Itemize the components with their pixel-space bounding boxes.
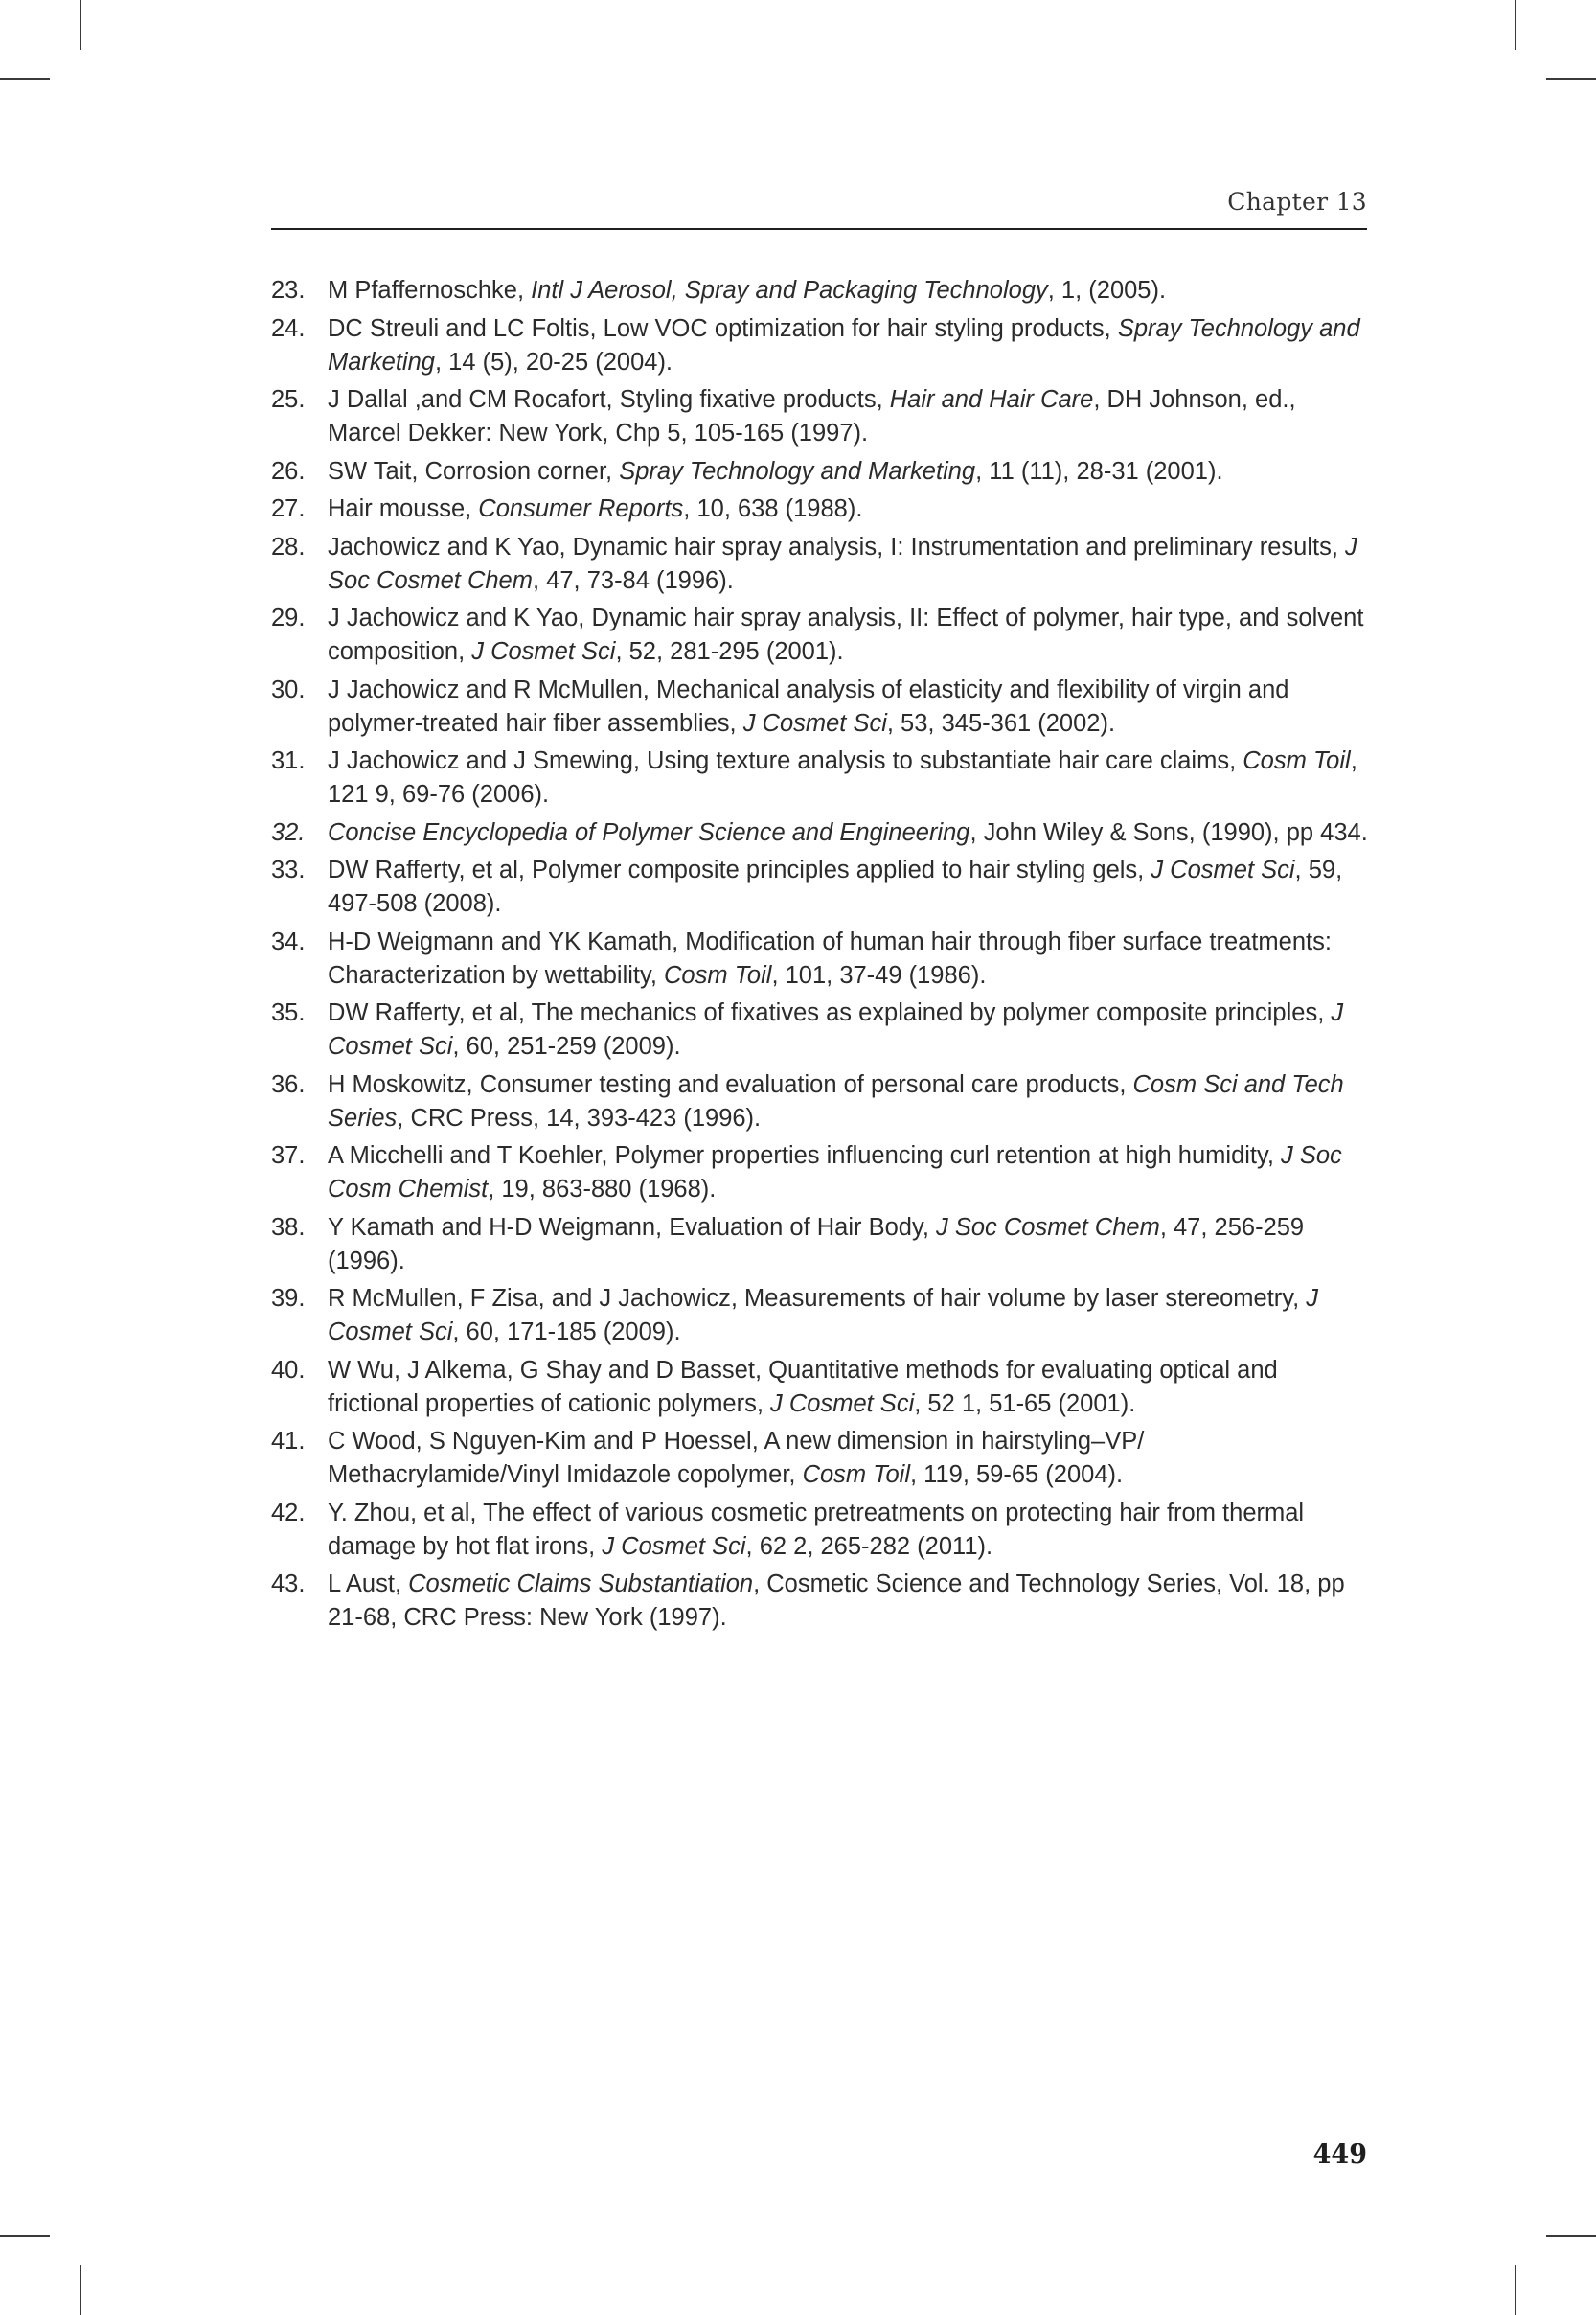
reference-item (271, 1282, 1373, 1349)
reference-text-segment: J Jachowicz and K Yao, Dynamic hair spray analysis, II: Effect of polymer, hair type, and solvent composition, (328, 605, 1364, 665)
reference-number: 42. (271, 1499, 306, 1526)
reference-number: 34. (271, 928, 306, 955)
reference-item (271, 383, 1373, 450)
reference-number: 38. (271, 1213, 306, 1241)
crop-mark-bottom-left-vertical (80, 2265, 81, 2315)
reference-number: 28. (271, 533, 306, 561)
reference-title-italic: J Cosmet Sci (770, 1389, 915, 1417)
reference-title-italic: J Cosmet Sci (602, 1532, 746, 1560)
running-header (271, 188, 1367, 230)
reference-text-segment: , 53, 345-361 (2002). (886, 709, 1116, 737)
reference-text-segment: R McMullen, F Zisa, and J Jachowicz, Measurements of hair volume by laser stereometry, (328, 1285, 1307, 1312)
reference-text-segment: , 59, 497-508 (2008). (328, 857, 1343, 917)
reference-text (328, 1071, 1344, 1132)
reference-title-italic: J Cosmet Sci (328, 1285, 1319, 1345)
reference-text (328, 1142, 1342, 1203)
reference-text-segment: , 60, 171-185 (2009). (452, 1318, 681, 1345)
reference-title-italic: Hair and Hair Care (889, 386, 1094, 413)
reference-title-italic: J Cosmet Sci (328, 999, 1344, 1060)
reference-text-segment: DW Rafferty, et al, Polymer composite principles applied to hair styling gels, (328, 857, 1151, 883)
reference-text (328, 386, 1296, 447)
reference-item (271, 674, 1373, 741)
reference-item (271, 1497, 1373, 1564)
reference-title-italic: J Cosmet Sci (471, 638, 616, 665)
reference-text (328, 495, 862, 522)
reference-text-segment: , 14 (5), 20-25 (2004). (434, 348, 673, 376)
reference-text (328, 999, 1343, 1060)
reference-text (328, 1428, 1144, 1488)
reference-title-italic: Spray Technology and Marketing (619, 457, 976, 485)
reference-number: 43. (271, 1570, 306, 1597)
reference-item (271, 312, 1373, 379)
reference-item (271, 1568, 1373, 1635)
reference-title-italic: Cosm Toil (664, 961, 772, 989)
reference-text-segment: M Pfaffernoschke, (328, 277, 532, 304)
crop-mark-top-left-vertical (80, 0, 81, 50)
reference-title-italic: Cosmetic Claims Substantiation (408, 1570, 754, 1597)
reference-text-segment: , 47, 73-84 (1996). (533, 566, 734, 594)
reference-number: 41. (271, 1428, 306, 1455)
reference-text (328, 458, 1223, 485)
reference-text (328, 534, 1357, 594)
reference-item (271, 1139, 1373, 1206)
reference-text (328, 819, 1368, 846)
reference-text (328, 747, 1357, 808)
chapter-label: Chapter 13 (1227, 188, 1367, 216)
reference-item (271, 274, 1373, 308)
reference-number: 30. (271, 676, 306, 703)
reference-number: 23. (271, 277, 306, 304)
reference-text (328, 277, 1166, 304)
crop-mark-bottom-left-horizontal (0, 2235, 50, 2237)
reference-text-segment: , 60, 251-259 (2009). (452, 1033, 681, 1060)
reference-text-segment: Jachowicz and K Yao, Dynamic hair spray analysis, I: Instrumentation and preliminary results, (328, 533, 1346, 561)
reference-text (328, 928, 1332, 989)
reference-item (271, 816, 1373, 850)
reference-text-segment: , 10, 638 (1988). (683, 495, 863, 522)
reference-item (271, 1068, 1373, 1135)
reference-text-segment: Hair mousse, (328, 495, 479, 522)
reference-text-segment: , CRC Press, 14, 393-423 (1996). (397, 1104, 762, 1132)
reference-text-segment: , 62 2, 265-282 (2011). (745, 1532, 993, 1560)
reference-text-segment: , 101, 37-49 (1986). (771, 961, 987, 989)
reference-number: 37. (271, 1142, 306, 1169)
page-number: 449 (1312, 2140, 1367, 2169)
reference-number: 33. (271, 857, 306, 883)
reference-title-italic: J Cosmet Sci (742, 709, 887, 737)
reference-text-segment: DW Rafferty, et al, The mechanics of fixatives as explained by polymer composite principles, (328, 999, 1332, 1026)
reference-item (271, 1354, 1373, 1421)
reference-text (328, 1285, 1318, 1345)
reference-number: 27. (271, 495, 306, 522)
reference-item (271, 602, 1373, 669)
reference-number: 40. (271, 1356, 306, 1384)
reference-text-segment: Y. Zhou, et al, The effect of various cosmetic pretreatments on protecting hair from thermal damage by hot flat irons, (328, 1499, 1305, 1560)
reference-text-segment: , Cosmetic Science and Technology Series, Vol. 18, pp 21-68, CRC Press: New York (1997). (328, 1570, 1345, 1631)
reference-text-segment: A Micchelli and T Koehler, Polymer properties influencing curl retention at high humidity, (328, 1142, 1282, 1169)
reference-text (328, 1357, 1278, 1417)
reference-text-segment: , 1, (2005). (1047, 277, 1167, 304)
reference-text-segment: , 47, 256-259 (1996). (328, 1213, 1305, 1274)
reference-text (328, 605, 1363, 665)
crop-mark-top-left-horizontal (0, 78, 50, 80)
reference-item (271, 455, 1373, 489)
reference-text (328, 1570, 1345, 1631)
reference-item (271, 926, 1373, 993)
reference-title-italic: Cosm Toil (1243, 747, 1351, 774)
reference-item (271, 997, 1373, 1064)
reference-item (271, 1211, 1373, 1278)
crop-mark-top-right-vertical (1515, 0, 1516, 50)
reference-item (271, 1425, 1373, 1492)
reference-number: 25. (271, 386, 306, 413)
crop-mark-top-right-horizontal (1546, 78, 1596, 80)
reference-number: 36. (271, 1070, 306, 1098)
reference-text-segment: J Jachowicz and R McMullen, Mechanical analysis of elasticity and flexibility of virgin and polymer-treated hair fiber assemblies, (328, 676, 1289, 737)
reference-list (271, 274, 1373, 1639)
reference-number: 26. (271, 457, 306, 485)
reference-text-segment: W Wu, J Alkema, G Shay and D Basset, Quantitative methods for evaluating optical and frictional properties of cationic polymers, (328, 1356, 1278, 1417)
reference-text-segment: H Moskowitz, Consumer testing and evaluation of personal care products, (328, 1070, 1133, 1098)
reference-text-segment: , 119, 59-65 (2004). (910, 1461, 1124, 1488)
header-rule (271, 228, 1367, 230)
reference-text-segment: J Dallal ,and CM Rocafort, Styling fixative products, (328, 386, 890, 413)
reference-title-italic: Intl J Aerosol, Spray and Packaging Technology (531, 277, 1048, 304)
reference-title-italic: J Soc Cosmet Chem (936, 1213, 1160, 1241)
reference-number: 29. (271, 605, 306, 631)
reference-text-segment: SW Tait, Corrosion corner, (328, 457, 620, 485)
reference-item (271, 854, 1373, 921)
crop-mark-bottom-right-horizontal (1546, 2235, 1596, 2237)
reference-number: 32. (271, 818, 306, 846)
reference-text-segment: Y Kamath and H-D Weigmann, Evaluation of Hair Body, (328, 1213, 936, 1241)
reference-number: 31. (271, 747, 306, 774)
reference-number: 39. (271, 1285, 306, 1312)
reference-text-segment: , 52 1, 51-65 (2001). (914, 1389, 1136, 1417)
reference-title-italic: J Cosmet Sci (1151, 857, 1295, 883)
reference-title-italic: Consumer Reports (478, 495, 684, 522)
reference-title-italic: Cosm Sci and Tech Series (328, 1070, 1344, 1132)
reference-text-segment: H-D Weigmann and YK Kamath, Modification of human hair through fiber surface treatments: Characterization by wettability, (328, 928, 1332, 989)
reference-number: 35. (271, 999, 306, 1026)
reference-text (328, 315, 1360, 376)
reference-title-italic: J Soc Cosm Chemist (328, 1142, 1342, 1203)
reference-text (328, 857, 1342, 917)
reference-text-segment: , John Wiley & Sons, (1990), pp 434. (969, 818, 1368, 846)
crop-mark-bottom-right-vertical (1515, 2265, 1516, 2315)
reference-text-segment: DC Streuli and LC Foltis, Low VOC optimization for hair styling products, (328, 314, 1118, 342)
reference-text-segment: , DH Johnson, ed., Marcel Dekker: New York, Chp 5, 105-165 (1997). (328, 386, 1296, 447)
reference-title-italic: J Soc Cosmet Chem (328, 533, 1357, 594)
reference-text-segment: , 11 (11), 28-31 (2001). (975, 457, 1223, 485)
reference-item (271, 493, 1373, 526)
reference-text-segment: C Wood, S Nguyen-Kim and P Hoessel, A new dimension in hairstyling–VP/ Methacrylamide/Vinyl Imidazole copolymer, (328, 1428, 1145, 1488)
reference-title-italic: Concise Encyclopedia of Polymer Science and Engineering (328, 818, 970, 846)
reference-text-segment: , 19, 863-880 (1968). (488, 1176, 717, 1203)
reference-text-segment: L Aust, (328, 1570, 409, 1597)
reference-title-italic: Spray Technology and Marketing (328, 314, 1360, 376)
reference-text-segment: , 52, 281-295 (2001). (615, 638, 844, 665)
reference-text (328, 1500, 1304, 1560)
reference-text-segment: J Jachowicz and J Smewing, Using texture analysis to substantiate hair care claims, (328, 747, 1243, 774)
reference-title-italic: Cosm Toil (802, 1461, 910, 1488)
reference-text-segment: , 121 9, 69-76 (2006). (328, 747, 1357, 808)
reference-text (328, 1214, 1304, 1274)
reference-item (271, 531, 1373, 598)
reference-text (328, 676, 1288, 737)
reference-item (271, 745, 1373, 812)
reference-number: 24. (271, 314, 306, 342)
